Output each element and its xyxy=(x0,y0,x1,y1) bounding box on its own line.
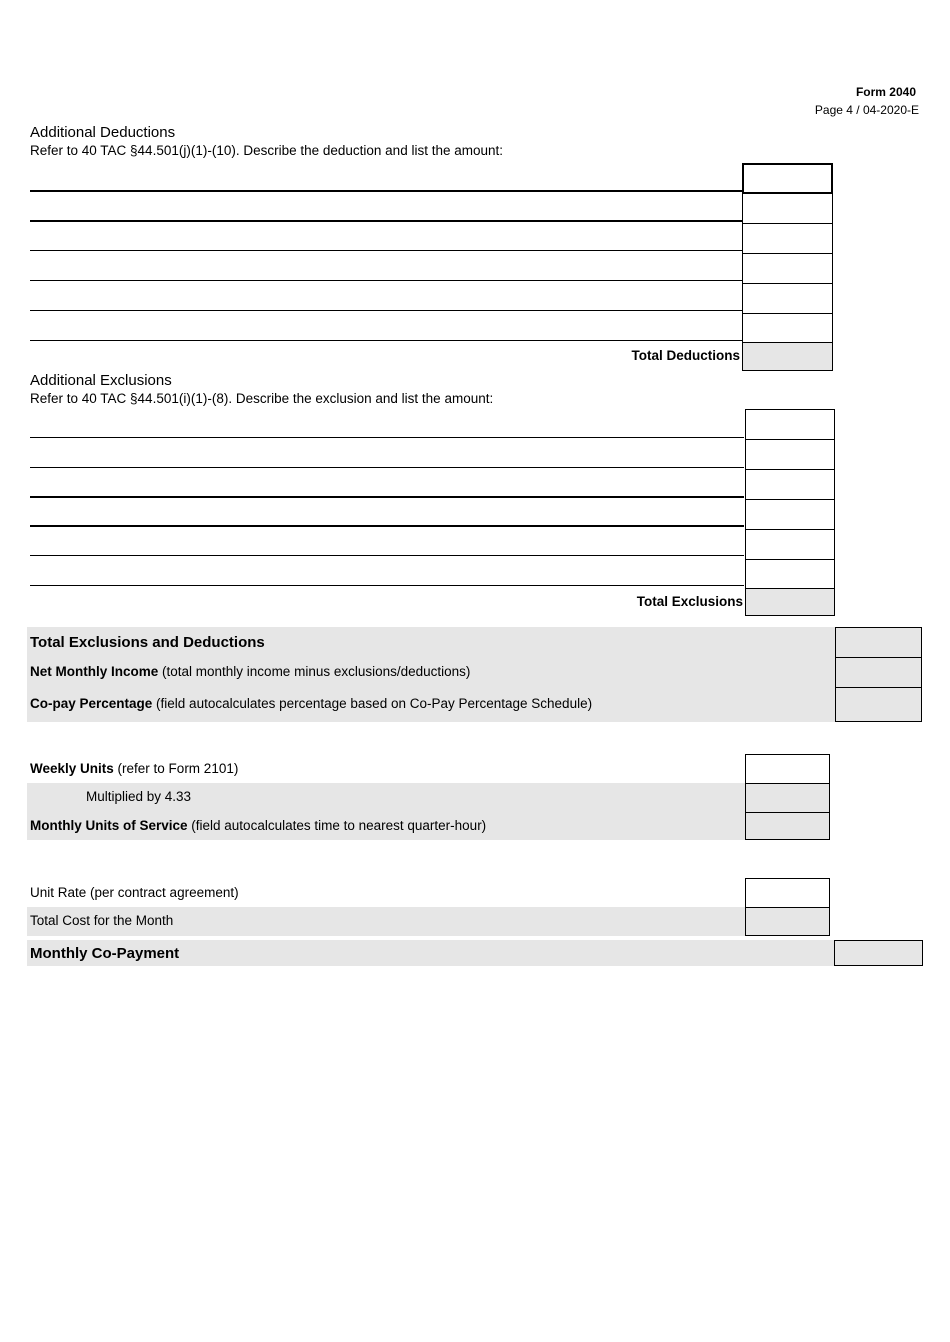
form-number: Form 2040 xyxy=(855,85,916,99)
deduction-amount-4[interactable] xyxy=(742,253,833,284)
copay-percentage-label: Co-pay Percentage (field autocalculates percentage based on Co-Pay Percentage Schedule) xyxy=(30,696,593,711)
monthly-units-field xyxy=(745,812,830,840)
unit-rate-field[interactable] xyxy=(745,878,830,908)
deduction-amount-2[interactable] xyxy=(742,193,833,224)
exclusion-description-line-3[interactable] xyxy=(30,496,744,498)
total-deductions-label: Total Deductions xyxy=(631,348,740,363)
deductions-title: Additional Deductions xyxy=(30,124,176,141)
deduction-amount-1[interactable] xyxy=(742,163,833,194)
exclusion-description-line-5[interactable] xyxy=(30,555,744,556)
weekly-units-label: Weekly Units (refer to Form 2101) xyxy=(30,761,239,776)
exclusion-amount-5[interactable] xyxy=(745,529,835,560)
deduction-description-line-1[interactable] xyxy=(30,190,742,192)
exclusion-description-line-1[interactable] xyxy=(30,437,744,438)
deduction-description-line-5[interactable] xyxy=(30,310,742,311)
page-number: Page 4 / 04-2020-E xyxy=(814,103,919,117)
monthly-copayment-label: Monthly Co-Payment xyxy=(30,945,180,962)
exclusion-description-line-4[interactable] xyxy=(30,525,744,527)
exclusion-description-line-6[interactable] xyxy=(30,585,744,586)
deduction-amount-5[interactable] xyxy=(742,283,833,314)
total-cost-field xyxy=(745,907,830,936)
deductions-instruction: Refer to 40 TAC §44.501(j)(1)-(10). Describe the deduction and list the amount: xyxy=(30,143,503,158)
total-exclusions-label: Total Exclusions xyxy=(636,594,743,609)
exclusion-amount-4[interactable] xyxy=(745,499,835,530)
deduction-description-line-2[interactable] xyxy=(30,220,742,222)
exclusion-amount-2[interactable] xyxy=(745,439,835,470)
net-monthly-income-field xyxy=(835,657,922,688)
deduction-amount-3[interactable] xyxy=(742,223,833,254)
total-exclusions-field xyxy=(745,588,835,616)
copay-percentage-field xyxy=(835,687,922,722)
total-deductions-field xyxy=(742,342,833,371)
unit-rate-label: Unit Rate (per contract agreement) xyxy=(30,885,239,900)
total-exclusions-deductions-label: Total Exclusions and Deductions xyxy=(30,634,265,651)
exclusion-amount-1[interactable] xyxy=(745,409,835,440)
multiplied-field xyxy=(745,783,830,813)
deduction-amount-6[interactable] xyxy=(742,313,833,343)
monthly-copayment-field xyxy=(834,940,923,966)
deduction-description-line-3[interactable] xyxy=(30,250,742,251)
net-monthly-income-label: Net Monthly Income (total monthly income minus exclusions/deductions) xyxy=(30,664,471,679)
multiplied-label: Multiplied by 4.33 xyxy=(86,789,192,804)
total-exclusions-deductions-field xyxy=(835,627,922,658)
monthly-units-label: Monthly Units of Service (field autocalculates time to nearest quarter-hour) xyxy=(30,818,487,833)
exclusions-title: Additional Exclusions xyxy=(30,372,172,389)
deduction-description-line-4[interactable] xyxy=(30,280,742,281)
deduction-description-line-6[interactable] xyxy=(30,340,742,341)
exclusions-instruction: Refer to 40 TAC §44.501(i)(1)-(8). Describe the exclusion and list the amount: xyxy=(30,391,494,406)
exclusion-description-line-2[interactable] xyxy=(30,467,744,468)
weekly-units-field[interactable] xyxy=(745,754,830,784)
total-cost-label: Total Cost for the Month xyxy=(30,913,174,928)
exclusion-amount-3[interactable] xyxy=(745,469,835,500)
exclusion-amount-6[interactable] xyxy=(745,559,835,589)
